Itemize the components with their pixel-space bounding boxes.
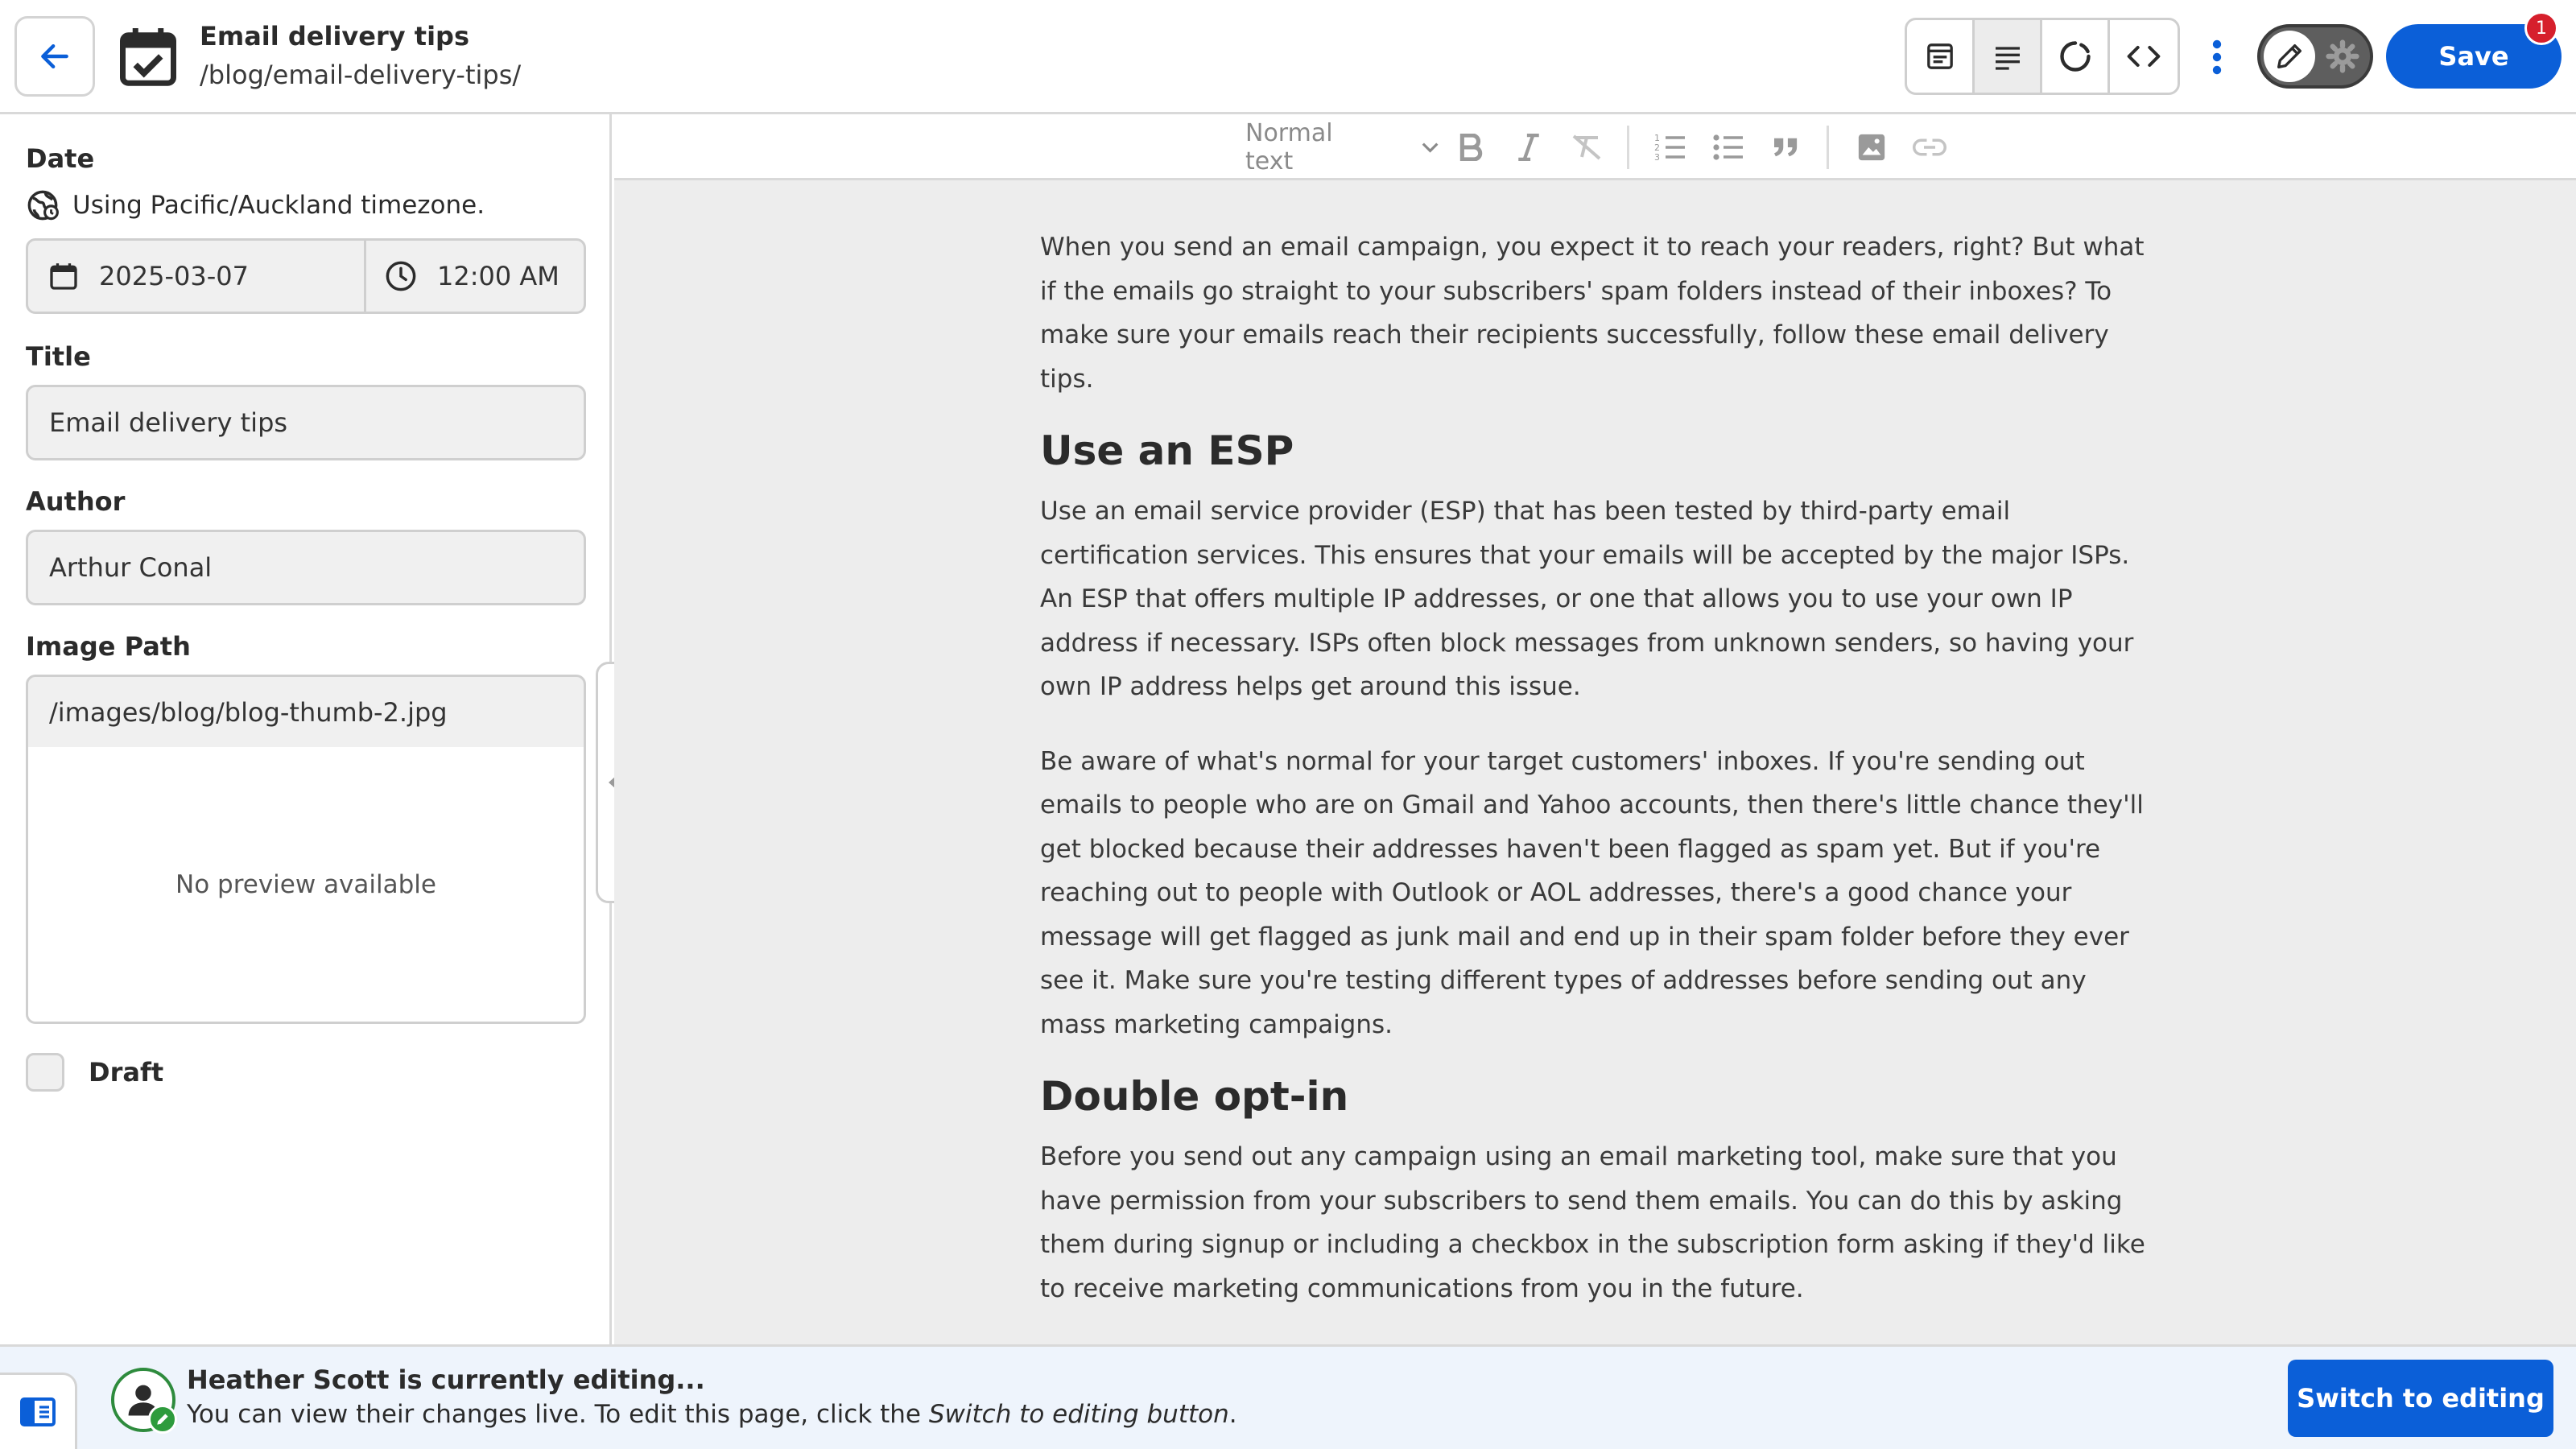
clock-icon (384, 259, 418, 293)
switch-to-editing-button[interactable]: Switch to editing (2288, 1360, 2553, 1437)
time-value: 12:00 AM (437, 261, 559, 291)
sidebar-icon (20, 1397, 56, 1426)
form-view-button[interactable] (1907, 20, 1975, 93)
page-title: Email delivery tips (200, 21, 469, 52)
more-vertical-icon (2212, 39, 2222, 75)
preview-view-button[interactable] (2042, 20, 2110, 93)
italic-icon (1517, 134, 1541, 161)
paragraph: Be aware of what's normal for your target customers' inboxes. If you're sending out emails to people who are on Gmail and Yahoo accounts, then there's little chance they'll get blocked because their addresses haven't been flagged as spam yet. But if you're reaching out to people with Outlook or AOL addresses, there's a good chance your message will get flagged as junk mail and end up in their spam folder before they ever see it. Make sure you're testing different types of addresses before sending out any mass marketing campaigns. (1040, 746, 2144, 1039)
editor-toolbar (614, 114, 2576, 180)
italic-button[interactable] (1511, 129, 1546, 166)
quote-icon (1771, 135, 1802, 159)
image-preview: No preview available (26, 747, 586, 1024)
bold-button[interactable] (1453, 129, 1488, 166)
draft-label: Draft (89, 1057, 164, 1088)
calendar-icon (47, 260, 80, 292)
heading: Use an ESP (1040, 427, 1294, 474)
page-path: /blog/email-delivery-tips/ (200, 60, 522, 90)
globe-icon (26, 188, 60, 222)
date-label: Date (26, 143, 95, 174)
svg-text:3: 3 (1654, 152, 1660, 163)
edit-mode-knob (2264, 31, 2315, 82)
text-view-button[interactable] (1975, 20, 2042, 93)
view-mode-group (1905, 18, 2180, 95)
numbered-list-icon (1654, 131, 1686, 163)
text-style-value: Normal text (1245, 119, 1333, 175)
editing-badge (148, 1405, 177, 1434)
svg-text:1: 1 (1654, 133, 1660, 143)
author-label: Author (26, 486, 126, 517)
timezone-text: Using Pacific/Auckland timezone. (72, 191, 485, 220)
title-field[interactable]: Email delivery tips (26, 385, 586, 460)
clear-format-button[interactable] (1569, 129, 1604, 166)
draft-row (26, 1053, 163, 1092)
rich-text-editor (614, 114, 2576, 1344)
code-view-button[interactable] (2110, 20, 2178, 93)
edit-mode-toggle[interactable] (2257, 24, 2373, 89)
editor-content[interactable] (1040, 225, 2151, 1344)
date-input[interactable] (28, 241, 366, 312)
arrow-left-icon (37, 39, 72, 74)
collaboration-banner (0, 1344, 2576, 1449)
paragraph: Before you send out any campaign using an email marketing tool, make sure that you have permission from your subscribers to send them emails. You can do this by asking them during signup or including a checkbox in the subscription form asking if they'd like to receive marketing communications from you in the future. (1040, 1142, 2145, 1303)
pencil-icon (155, 1411, 171, 1427)
back-button[interactable] (14, 16, 95, 97)
bold-icon (1459, 134, 1483, 161)
banner-message (187, 1400, 1237, 1429)
calendar-check-icon (114, 23, 182, 90)
image-icon (1856, 132, 1887, 163)
bullet-list-icon (1712, 131, 1744, 163)
heading: Double opt-in (1040, 1073, 1349, 1120)
author-field[interactable]: Arthur Conal (26, 530, 586, 605)
save-button[interactable]: Save (2386, 24, 2562, 89)
insert-image-button[interactable] (1854, 129, 1889, 166)
numbered-list-button[interactable] (1653, 129, 1688, 166)
link-icon (1913, 136, 1946, 159)
text-view-icon (1992, 40, 2024, 72)
image-path-label: Image Path (26, 631, 191, 662)
timezone-note (26, 188, 485, 222)
draft-checkbox[interactable] (26, 1053, 64, 1092)
banner-message-text: You can view their changes live. To edit this page, click the (187, 1400, 929, 1429)
top-bar (0, 0, 2576, 114)
metadata-panel (0, 114, 612, 1344)
chevron-down-icon (1422, 142, 1439, 153)
unsaved-count-badge: 1 (2524, 11, 2558, 45)
paragraph: When you send an email campaign, you expect it to reach your readers, right? But what if the emails go straight to your subscribers' spam folders instead of their inboxes? To make sure your emails reach their recipients successfully, follow these email delivery tips. (1040, 233, 2145, 394)
code-view-icon (2126, 39, 2161, 74)
banner-message-emphasis: Switch to editing button (928, 1400, 1229, 1429)
clear-format-icon (1571, 134, 1603, 161)
loading-view-icon (2058, 39, 2093, 74)
svg-text:2: 2 (1654, 142, 1660, 153)
gear-icon (2325, 39, 2360, 74)
more-options-button[interactable] (2202, 29, 2231, 85)
insert-link-button[interactable] (1912, 129, 1947, 166)
title-label: Title (26, 341, 91, 372)
text-style-select[interactable] (1245, 119, 1439, 175)
paragraph: Use an email service provider (ESP) that has been tested by third-party email certification services. This ensures that your emails will be accepted by the major ISPs. An ESP that offers multiple IP addresses, or one that allows you to use your own IP address if necessary. ISPs often block messages from unknown senders, so having your own IP address helps get around this issue. (1040, 497, 2134, 701)
sidebar-toggle-button[interactable] (0, 1373, 77, 1449)
banner-title: Heather Scott is currently editing... (187, 1364, 705, 1395)
date-value: 2025-03-07 (99, 261, 249, 291)
time-input[interactable] (366, 241, 584, 312)
pencil-icon (2273, 40, 2306, 72)
image-path-field[interactable]: /images/blog/blog-thumb-2.jpg (26, 675, 586, 750)
datetime-field (26, 238, 586, 314)
form-view-icon (1924, 40, 1956, 72)
bullet-list-button[interactable] (1711, 129, 1746, 166)
banner-message-end: . (1228, 1400, 1237, 1429)
blockquote-button[interactable] (1769, 129, 1804, 166)
